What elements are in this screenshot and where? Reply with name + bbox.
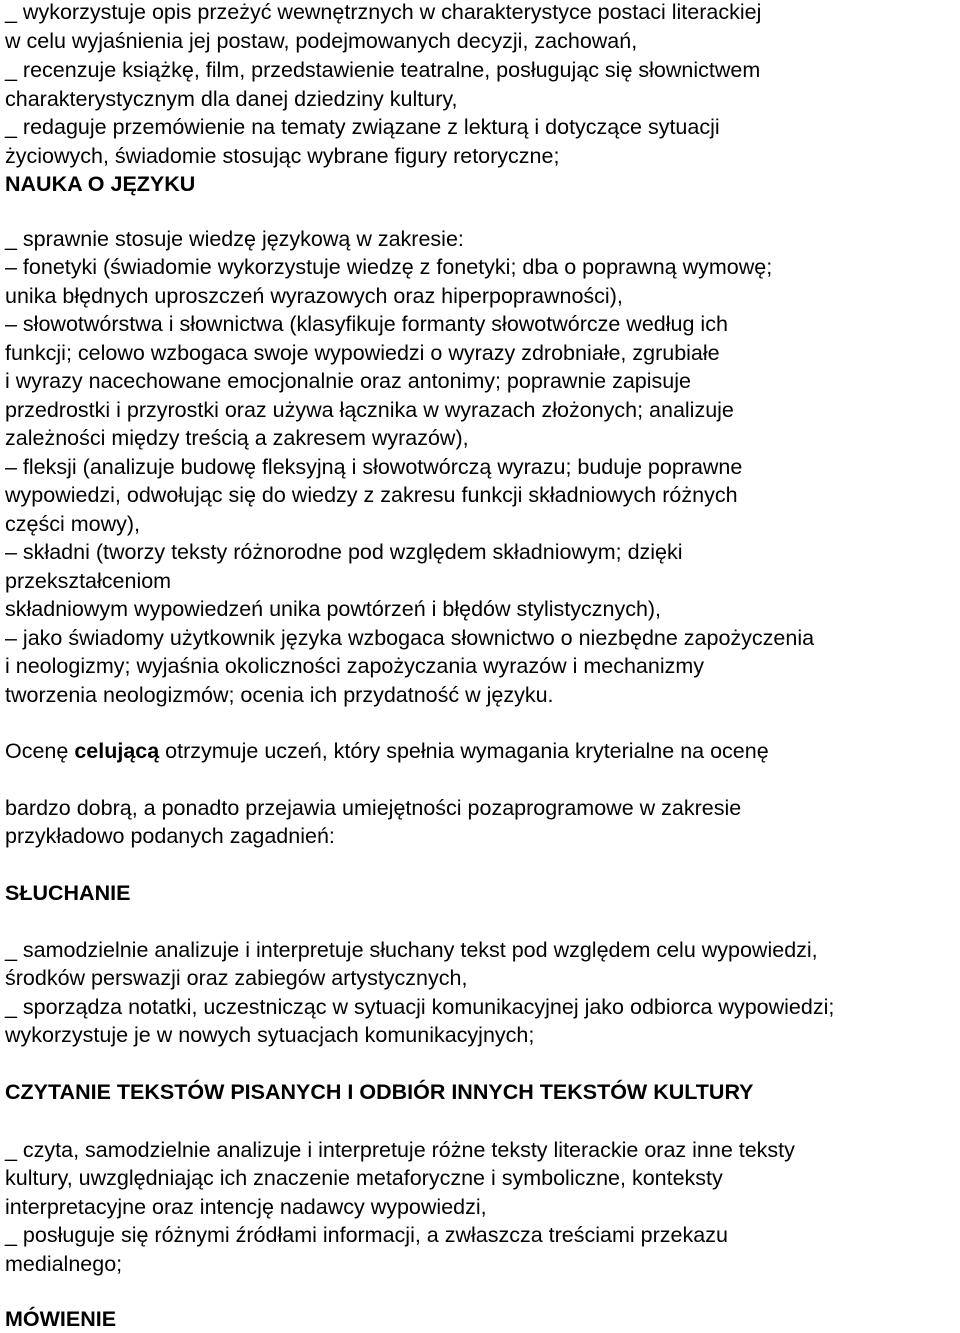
text-line: medialnego;	[5, 1252, 123, 1276]
section-heading: CZYTANIE TEKSTÓW PISANYCH I ODBIÓR INNYCH TEKSTÓW KULTURY	[5, 1080, 754, 1104]
text-line: w celu wyjaśnienia jej postaw, podejmowanych decyzji, zachowań,	[5, 29, 638, 53]
text-line: – fonetyki (świadomie wykorzystuje wiedzę z fonetyki; dba o poprawną wymowę;	[5, 255, 773, 279]
grade-sentence-start: Ocenę	[5, 739, 75, 763]
text-line: _ posługuje się różnymi źródłami informacji, a zwłaszcza treściami przekazu	[5, 1223, 728, 1247]
text-line: interpretacyjne oraz intencję nadawcy wypowiedzi,	[5, 1195, 487, 1219]
text-line: części mowy),	[5, 512, 140, 536]
section-heading: SŁUCHANIE	[5, 881, 131, 905]
text-line: wykorzystuje je w nowych sytuacjach komunikacyjnych;	[5, 1023, 535, 1047]
text-line: _ samodzielnie analizuje i interpretuje słuchany tekst pod względem celu wypowiedzi,	[5, 938, 818, 962]
text-line: i wyrazy nacechowane emocjonalnie oraz antonimy; poprawnie zapisuje	[5, 369, 691, 393]
text-line: unika błędnych uproszczeń wyrazowych oraz hiperpoprawności),	[5, 284, 623, 308]
text-line: tworzenia neologizmów; ocenia ich przydatność w języku.	[5, 683, 554, 707]
section-heading: MÓWIENIE	[5, 1307, 117, 1331]
text-line: charakterystycznym dla danej dziedziny kultury,	[5, 87, 458, 111]
text-line: _ czyta, samodzielnie analizuje i interpretuje różne teksty literackie oraz inne teksty	[5, 1138, 795, 1162]
text-line: przedrostki i przyrostki oraz używa łącznika w wyrazach złożonych; analizuje	[5, 398, 734, 422]
text-line: i neologizmy; wyjaśnia okoliczności zapożyczania wyrazów i mechanizmy	[5, 654, 705, 678]
text-line: składniowym wypowiedzeń unika powtórzeń i błędów stylistycznych),	[5, 597, 662, 621]
text-line: _ sprawnie stosuje wiedzę językową w zakresie:	[5, 227, 464, 251]
text-line: życiowych, świadomie stosując wybrane figury retoryczne;	[5, 144, 560, 168]
text-line: przykładowo podanych zagadnień:	[5, 824, 335, 848]
text-line: zależności między treścią a zakresem wyrazów),	[5, 426, 469, 450]
text-line: – słowotwórstwa i słownictwa (klasyfikuje formanty słowotwórcze według ich	[5, 312, 728, 336]
grade-name: celującą	[74, 739, 160, 763]
grade-sentence	[5, 737, 769, 765]
grade-sentence-end: otrzymuje uczeń, który spełnia wymagania kryterialne na ocenę	[159, 739, 769, 763]
text-line: funkcji; celowo wzbogaca swoje wypowiedzi o wyrazy zdrobniałe, zgrubiałe	[5, 341, 720, 365]
text-line: _ sporządza notatki, uczestnicząc w sytuacji komunikacyjnej jako odbiorca wypowiedzi;	[5, 995, 835, 1019]
text-line: bardzo dobrą, a ponadto przejawia umiejętności pozaprogramowe w zakresie	[5, 796, 742, 820]
text-line: kultury, uwzględniając ich znaczenie metaforyczne i symboliczne, konteksty	[5, 1166, 723, 1190]
text-line: _ wykorzystuje opis przeżyć wewnętrznych w charakterystyce postaci literackiej	[5, 0, 762, 24]
section-heading: NAUKA O JĘZYKU	[5, 172, 196, 196]
text-line: – fleksji (analizuje budowę fleksyjną i słowotwórczą wyrazu; buduje poprawne	[5, 455, 743, 479]
text-line: – jako świadomy użytkownik języka wzbogaca słownictwo o niezbędne zapożyczenia	[5, 626, 815, 650]
text-line: _ recenzuje książkę, film, przedstawienie teatralne, posługując się słownictwem	[5, 58, 761, 82]
text-line: wypowiedzi, odwołując się do wiedzy z zakresu funkcji składniowych różnych	[5, 483, 738, 507]
text-line: _ redaguje przemówienie na tematy związane z lekturą i dotyczące sytuacji	[5, 115, 720, 139]
text-line: – składni (tworzy teksty różnorodne pod względem składniowym; dzięki	[5, 540, 683, 564]
text-line: środków perswazji oraz zabiegów artystycznych,	[5, 966, 468, 990]
text-line: przekształceniom	[5, 569, 172, 593]
